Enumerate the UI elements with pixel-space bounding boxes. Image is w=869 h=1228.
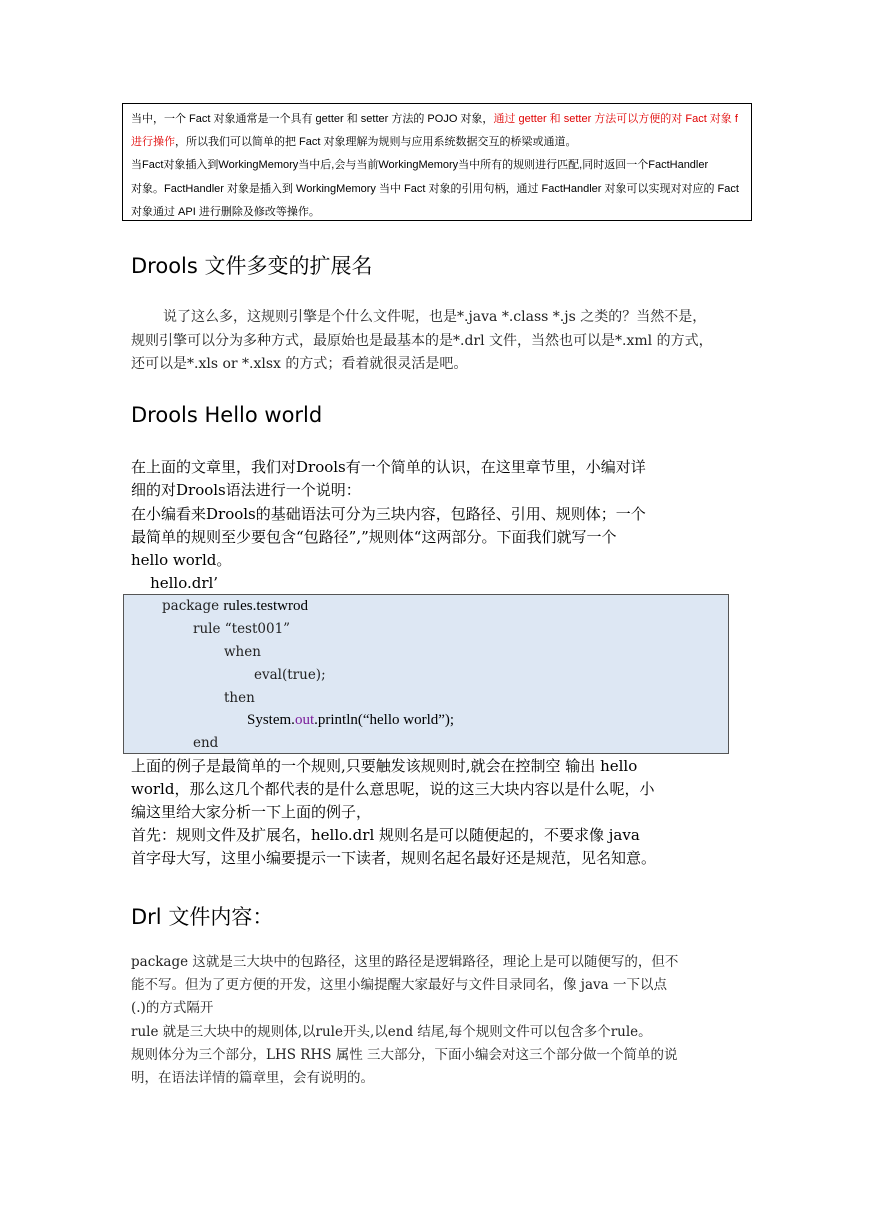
explanation-line: 首先：规则文件及扩展名，hello.drl 规则名是可以随便起的，不要求像 java [131, 826, 640, 844]
code-line-rule: rule “test001” [193, 621, 291, 637]
section-heading-hello-world: Drools Hello world [131, 403, 323, 427]
fact-box-line-2 [131, 131, 743, 154]
fact-box-line-4: 对象。FactHandler 对象是插入到 WorkingMemory 当中 Fact 对象的引用句柄，通过 FactHandler 对象可以实现对对应的 Fact [131, 182, 739, 195]
intro-line: 细的对Drools语法进行一个说明： [131, 481, 361, 499]
fact-box-highlight: 通过 getter 和 setter 方法可以方便的对 Fact 对象 f [493, 113, 738, 125]
explanation-line: world，那么这几个都代表的是什么意思呢，说的这三大块内容以是什么呢，小 [131, 780, 655, 798]
fact-description-box [122, 103, 752, 221]
code-field-out: out [294, 712, 315, 728]
drl-line: 能不写。但为了更方便的开发，这里小编提醒大家最好与文件目录同名，像 java 一下以点 [131, 977, 667, 993]
drl-line: 明，在语法详情的篇章里，会有说明的。 [131, 1070, 374, 1086]
fact-box-line-3: 当Fact对象插入到WorkingMemory当中后,会与当前WorkingMemory当中所有的规则进行匹配,同时返回一个FactHandler [131, 159, 709, 172]
code-line-eval: eval(true); [254, 667, 326, 683]
code-text: .println(“hello world”); [314, 712, 455, 728]
code-keyword: package [162, 598, 224, 614]
fact-box-line-1 [131, 108, 743, 131]
drl-line: package 这就是三大块中的包路径，这里的路径是逻辑路径，理论上是可以随便写的，但不 [131, 954, 679, 970]
intro-line: hello world。 [131, 551, 232, 569]
drl-line: (.)的方式隔开 [131, 1000, 214, 1016]
intro-line: 最简单的规则至少要包含“包路径”,”规则体“这两部分。下面我们就写一个 [131, 528, 617, 546]
intro-line: 在小编看来Drools的基础语法可分为三块内容，包路径、引用、规则体；一个 [131, 505, 646, 523]
explanation-line: 首字母大写，这里小编要提示一下读者，规则名起名最好还是规范，见名知意。 [131, 849, 657, 867]
code-line-when: when [224, 644, 261, 660]
paragraph-line: 还可以是*.xls or *.xlsx 的方式；看着就很灵活是吧。 [131, 356, 468, 372]
fact-box-text: 当中，一个 Fact 对象通常是一个具有 getter 和 setter 方法的 POJO 对象， [131, 113, 494, 125]
explanation-line: 上面的例子是最简单的一个规则,只要触发该规则时,就会在控制空 输出 hello [131, 757, 638, 775]
intro-line: 在上面的文章里，我们对Drools有一个简单的认识，在这里章节里，小编对详 [131, 458, 646, 476]
section-heading-drl-content: Drl 文件内容： [131, 905, 274, 929]
fact-box-line-5: 对象通过 API 进行删除及修改等操作。 [131, 205, 320, 218]
fact-box-text: ，所以我们可以简单的把 Fact 对象理解为规则与应用系统数据交互的桥梁或通道。 [175, 136, 577, 149]
fact-box-highlight: 进行操作 [131, 136, 175, 149]
section-heading-extensions: Drools 文件多变的扩展名 [131, 254, 373, 278]
explanation-line: 编这里给大家分析一下上面的例子， [131, 803, 372, 821]
code-line-package [162, 598, 308, 615]
code-text: System. [247, 712, 295, 728]
code-line-println [247, 712, 454, 729]
paragraph-line: 规则引擎可以分为多种方式，最原始也是最基本的是*.drl 文件，当然也可以是*.xml 的方式， [131, 332, 713, 349]
intro-line: hello.drl’ [131, 574, 219, 592]
drl-line: 规则体分为三个部分，LHS RHS 属性 三大部分，下面小编会对这三个部分做一个简单的说 [131, 1047, 678, 1063]
code-line-then: then [224, 690, 255, 706]
code-block [123, 594, 729, 754]
code-package-name: rules.testwrod [223, 598, 308, 614]
code-line-end: end [193, 735, 219, 751]
extensions-paragraph [131, 306, 741, 377]
drl-line: rule 就是三大块中的规则体,以rule开头,以end 结尾,每个规则文件可以包含多个rule。 [131, 1024, 652, 1040]
paragraph-line: 说了这么多，这规则引擎是个什么文件呢，也是*.java *.class *.js 之类的？当然不是， [163, 309, 707, 325]
